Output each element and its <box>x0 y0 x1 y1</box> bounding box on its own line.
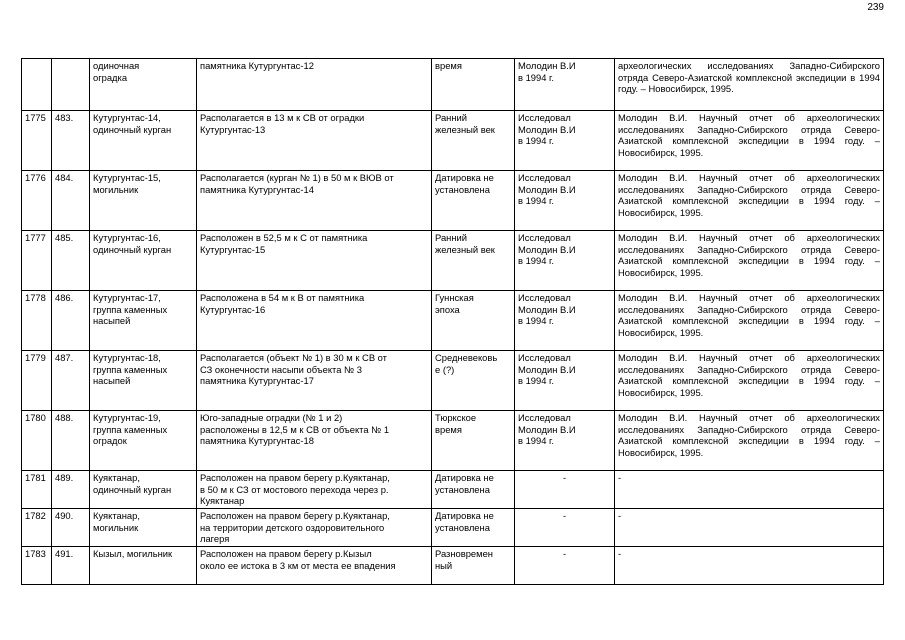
location-cell: Расположен на правом берегу р.Куяктанар, на территории детского оздоровительного лагеря <box>197 509 432 547</box>
researcher-cell: Молодин В.И в 1994 г. <box>515 59 615 111</box>
monument-name-cell: Кутургунтас-17, группа каменных насыпей <box>90 291 197 351</box>
table-row <box>22 547 884 585</box>
monument-name-cell: Кызыл, могильник <box>90 547 197 585</box>
researcher-cell: Исследовал Молодин В.И в 1994 г. <box>515 291 615 351</box>
period-cell: Ранний железный век <box>432 231 515 291</box>
source-cell: - <box>615 471 884 509</box>
list-number-cell: 490. <box>52 509 90 547</box>
location-cell: Располагается в 13 м к СВ от оградки Кутургунтас-13 <box>197 111 432 171</box>
researcher-cell: - <box>515 509 615 547</box>
list-number-cell: 488. <box>52 411 90 471</box>
list-number-cell: 491. <box>52 547 90 585</box>
table-row <box>22 291 884 351</box>
source-cell: археологических исследованиях Западно-Сибирского отряда Северо-Азиатской комплексной экспедиции в 1994 году. – Новосибирск, 1995. <box>615 59 884 111</box>
list-number-cell <box>52 59 90 111</box>
registry-number-cell <box>22 59 52 111</box>
period-cell: Гуннская эпоха <box>432 291 515 351</box>
table-row <box>22 471 884 509</box>
researcher-cell: - <box>515 471 615 509</box>
location-cell: Расположен на правом берегу р.Куяктанар, в 50 м к СЗ от мостового перехода через р. Куяктанар <box>197 471 432 509</box>
registry-number-cell: 1780 <box>22 411 52 471</box>
table-row <box>22 351 884 411</box>
monument-name-cell: Куяктанар, одиночный курган <box>90 471 197 509</box>
period-cell: время <box>432 59 515 111</box>
table-row <box>22 171 884 231</box>
monument-name-cell: Кутургунтас-18, группа каменных насыпей <box>90 351 197 411</box>
table-row <box>22 411 884 471</box>
researcher-cell: Исследовал Молодин В.И в 1994 г. <box>515 171 615 231</box>
period-cell: Датировка не установлена <box>432 171 515 231</box>
location-cell: памятника Кутургунтас-12 <box>197 59 432 111</box>
list-number-cell: 483. <box>52 111 90 171</box>
source-cell: Молодин В.И. Научный отчет об археологических исследованиях Западно-Сибирского отряда Северо-Азиатской комплексной экспедиции в 1994 году. – Новосибирск, 1995. <box>615 291 884 351</box>
source-cell: Молодин В.И. Научный отчет об археологических исследованиях Западно-Сибирского отряда Северо-Азиатской комплексной экспедиции в 1994 году. – Новосибирск, 1995. <box>615 111 884 171</box>
registry-number-cell: 1778 <box>22 291 52 351</box>
registry-number-cell: 1783 <box>22 547 52 585</box>
period-cell: Датировка не установлена <box>432 471 515 509</box>
researcher-cell: Исследовал Молодин В.И в 1994 г. <box>515 351 615 411</box>
registry-number-cell: 1779 <box>22 351 52 411</box>
registry-number-cell: 1777 <box>22 231 52 291</box>
registry-body <box>22 59 884 585</box>
table-row <box>22 59 884 111</box>
monument-name-cell: Кутургунтас-14, одиночный курган <box>90 111 197 171</box>
location-cell: Расположен на правом берегу р.Кызыл около ее истока в 3 км от места ее впадения <box>197 547 432 585</box>
monument-name-cell: Куяктанар, могильник <box>90 509 197 547</box>
list-number-cell: 485. <box>52 231 90 291</box>
table-row <box>22 111 884 171</box>
source-cell: Молодин В.И. Научный отчет об археологических исследованиях Западно-Сибирского отряда Северо-Азиатской комплексной экспедиции в 1994 году. – Новосибирск, 1995. <box>615 231 884 291</box>
researcher-cell: - <box>515 547 615 585</box>
table-row <box>22 509 884 547</box>
period-cell: Средневековь е (?) <box>432 351 515 411</box>
location-cell: Юго-западные оградки (№ 1 и 2) расположены в 12,5 м к СВ от объекта № 1 памятника Кутургунтас-18 <box>197 411 432 471</box>
researcher-cell: Исследовал Молодин В.И в 1994 г. <box>515 411 615 471</box>
location-cell: Располагается (курган № 1) в 50 м к ВЮВ от памятника Кутургунтас-14 <box>197 171 432 231</box>
list-number-cell: 486. <box>52 291 90 351</box>
monument-name-cell: Кутургунтас-15, могильник <box>90 171 197 231</box>
source-cell: - <box>615 509 884 547</box>
monument-name-cell: Кутургунтас-19, группа каменных оградок <box>90 411 197 471</box>
list-number-cell: 489. <box>52 471 90 509</box>
location-cell: Располагается (объект № 1) в 30 м к СВ от СЗ оконечности насыпи объекта № 3 памятника Кутургунтас-17 <box>197 351 432 411</box>
period-cell: Тюркское время <box>432 411 515 471</box>
table-row <box>22 231 884 291</box>
location-cell: Расположена в 54 м к В от памятника Кутургунтас-16 <box>197 291 432 351</box>
registry-number-cell: 1782 <box>22 509 52 547</box>
location-cell: Расположен в 52,5 м к С от памятника Кутургунтас-15 <box>197 231 432 291</box>
monument-name-cell: одиночная оградка <box>90 59 197 111</box>
source-cell: Молодин В.И. Научный отчет об археологических исследованиях Западно-Сибирского отряда Северо-Азиатской комплексной экспедиции в 1994 году. – Новосибирск, 1995. <box>615 411 884 471</box>
registry-number-cell: 1781 <box>22 471 52 509</box>
list-number-cell: 487. <box>52 351 90 411</box>
researcher-cell: Исследовал Молодин В.И в 1994 г. <box>515 111 615 171</box>
registry-number-cell: 1775 <box>22 111 52 171</box>
registry-number-cell: 1776 <box>22 171 52 231</box>
source-cell: - <box>615 547 884 585</box>
list-number-cell: 484. <box>52 171 90 231</box>
monument-name-cell: Кутургунтас-16, одиночный курган <box>90 231 197 291</box>
period-cell: Разновремен ный <box>432 547 515 585</box>
source-cell: Молодин В.И. Научный отчет об археологических исследованиях Западно-Сибирского отряда Северо-Азиатской комплексной экспедиции в 1994 году. – Новосибирск, 1995. <box>615 171 884 231</box>
period-cell: Ранний железный век <box>432 111 515 171</box>
monuments-registry-table <box>21 58 884 585</box>
page-number: 239 <box>867 2 884 13</box>
researcher-cell: Исследовал Молодин В.И в 1994 г. <box>515 231 615 291</box>
period-cell: Датировка не установлена <box>432 509 515 547</box>
source-cell: Молодин В.И. Научный отчет об археологических исследованиях Западно-Сибирского отряда Северо-Азиатской комплексной экспедиции в 1994 году. – Новосибирск, 1995. <box>615 351 884 411</box>
